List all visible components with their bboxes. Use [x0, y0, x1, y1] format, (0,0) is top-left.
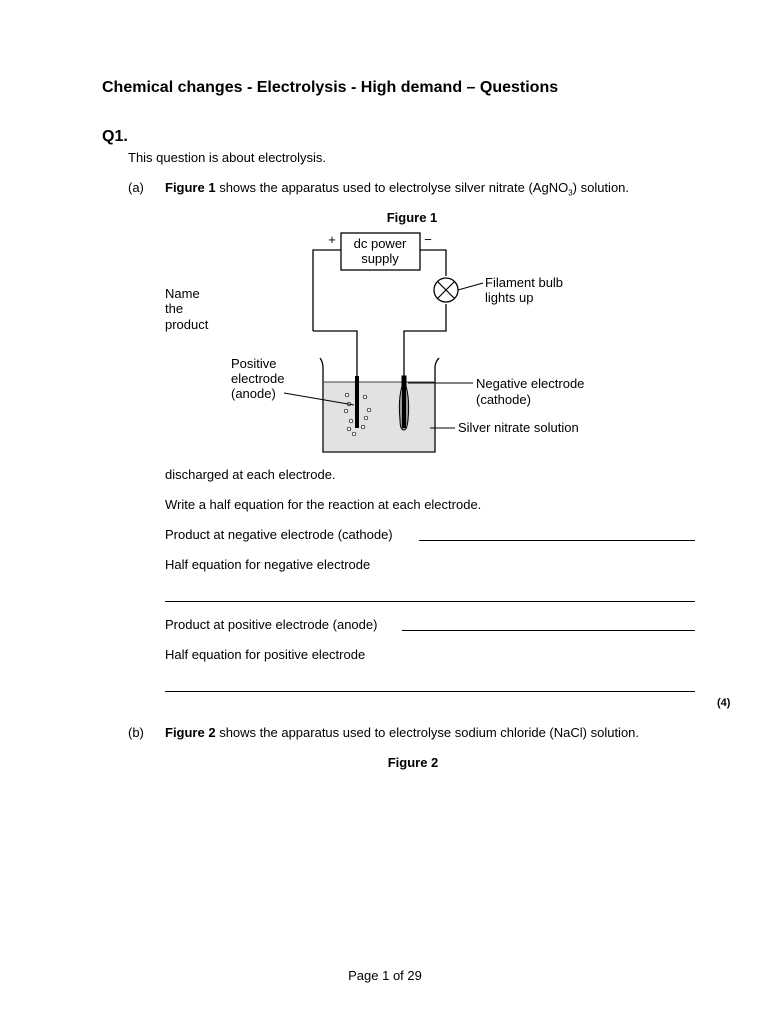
pos-product-row: [165, 617, 377, 632]
bulb-label-line1: Filament bulb: [485, 275, 564, 290]
positive-label-line3: (anode): [231, 386, 276, 401]
neg-half-label: Half equation for negative electrode: [165, 557, 371, 572]
discharged-text: discharged at each electrode.: [165, 467, 336, 482]
instruction-text: Write a half equation for the reaction at each electrode.: [165, 497, 482, 512]
subscript-3: 3: [568, 188, 573, 198]
neg-product-label: Product at negative electrode (cathode): [165, 527, 393, 542]
pos-product-label: Product at positive electrode (anode): [165, 617, 378, 632]
name-line-2: the: [165, 301, 184, 316]
positive-label-line2: electrode: [231, 371, 285, 386]
neg-half-answer-line[interactable]: [165, 601, 695, 602]
part-b-text: Figure 2 shows the apparatus used to electrolyse sodium chloride (NaCl) solution.: [165, 725, 640, 740]
question-intro: This question is about electrolysis.: [128, 150, 326, 165]
part-b-label: (b): [128, 725, 144, 740]
wire-left-bottom: [313, 331, 357, 376]
bulb-label-line2: lights up: [485, 290, 534, 305]
power-supply-line2: supply: [361, 251, 399, 266]
figure-1-caption: Figure 1: [386, 210, 438, 225]
minus-sign: −: [424, 232, 432, 247]
pos-half-label: Half equation for positive electrode: [165, 647, 366, 662]
part-a-label: (a): [128, 180, 144, 195]
marks-badge: (4): [717, 697, 731, 709]
pos-product-answer-line[interactable]: [402, 630, 695, 631]
solution-fill: [324, 382, 434, 451]
part-a-text: Figure 1 shows the apparatus used to electrolyse silver nitrate (AgNO$_3$) solution.: [165, 180, 630, 198]
figure-1-ref: Figure 1: [165, 180, 216, 195]
name-line-1: Name: [165, 286, 200, 301]
wire-right-top: [420, 250, 446, 276]
question-number: Q1.: [102, 128, 128, 145]
power-supply-line1: dc power: [353, 236, 407, 251]
figure-2-ref: Figure 2: [165, 725, 216, 740]
negative-label-line1: Negative electrode: [476, 376, 585, 391]
solution-label: Silver nitrate solution: [458, 420, 579, 435]
pos-half-answer-line[interactable]: [165, 691, 695, 692]
wire-left: [313, 250, 341, 331]
page-footer: Page 1 of 29: [348, 968, 422, 983]
figure-2-caption: Figure 2: [387, 755, 439, 770]
plus-sign: +: [328, 232, 336, 247]
neg-product-row: [165, 527, 393, 542]
page-title: Chemical changes - Electrolysis - High demand – Questions: [102, 79, 559, 96]
negative-label-line2: (cathode): [476, 392, 531, 407]
positive-label-line1: Positive: [231, 356, 277, 371]
anode: [355, 376, 359, 428]
wire-right-bottom: [404, 304, 446, 376]
name-line-3: product: [165, 317, 209, 332]
electrolysis-diagram: [0, 0, 770, 470]
neg-product-answer-line[interactable]: [419, 540, 695, 541]
